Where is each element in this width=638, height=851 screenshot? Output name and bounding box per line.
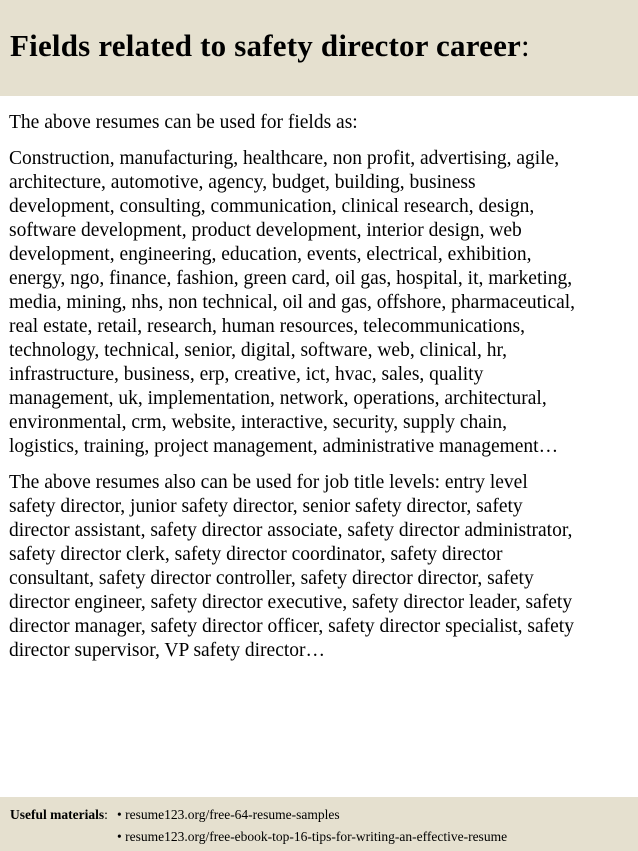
fields-line: development, consulting, communication, clinical research, design, <box>9 196 535 217</box>
job-titles-line: director manager, safety director officer, safety director specialist, safety <box>9 616 574 637</box>
fields-line: technology, technical, senior, digital, software, web, clinical, hr, <box>9 340 508 361</box>
main-content <box>9 111 634 675</box>
page-title-text: Fields related to safety director career <box>10 28 521 63</box>
header-band <box>0 0 638 96</box>
footer-label-spacer <box>10 826 117 848</box>
footer-band <box>0 797 638 851</box>
job-titles-paragraph <box>9 471 634 663</box>
job-titles-line: safety director clerk, safety director coordinator, safety director <box>9 544 503 565</box>
intro-text: The above resumes can be used for fields as: <box>9 112 358 133</box>
fields-line: logistics, training, project management, administrative management… <box>9 436 559 457</box>
page-title-colon: : <box>521 28 530 63</box>
useful-materials-separator: : <box>104 807 108 822</box>
fields-line: energy, ngo, finance, fashion, green card, oil gas, hospital, it, marketing, <box>9 268 573 289</box>
fields-line: real estate, retail, research, human resources, telecommunications, <box>9 316 525 337</box>
fields-line: management, uk, implementation, network, operations, architectural, <box>9 388 547 409</box>
job-titles-line: consultant, safety director controller, safety director director, safety <box>9 568 534 589</box>
fields-line: media, mining, nhs, non technical, oil and gas, offshore, pharmaceutical, <box>9 292 576 313</box>
fields-line: environmental, crm, website, interactive, security, supply chain, <box>9 412 507 433</box>
fields-line: infrastructure, business, erp, creative, ict, hvac, sales, quality <box>9 364 484 385</box>
useful-materials-label-text: Useful materials <box>10 807 105 822</box>
job-titles-line: safety director, junior safety director, senior safety director, safety <box>9 496 523 517</box>
fields-line: Construction, manufacturing, healthcare, non profit, advertising, agile, <box>9 148 560 169</box>
job-titles-line: director engineer, safety director executive, safety director leader, safety <box>9 592 573 613</box>
footer-row-2 <box>10 826 638 848</box>
ebook-tips-link[interactable]: • resume123.org/free-ebook-top-16-tips-for-writing-an-effective-resume <box>117 829 508 844</box>
footer-row-1 <box>10 804 638 826</box>
fields-line: software development, product development, interior design, web <box>9 220 522 241</box>
job-titles-line: director supervisor, VP safety director… <box>9 640 326 661</box>
resume-samples-link[interactable]: • resume123.org/free-64-resume-samples <box>117 807 340 822</box>
job-titles-line: The above resumes also can be used for job title levels: entry level <box>9 472 528 493</box>
page-title <box>10 26 638 66</box>
job-titles-line: director assistant, safety director associate, safety director administrator, <box>9 520 573 541</box>
useful-materials-label <box>10 804 117 826</box>
fields-line: development, engineering, education, events, electrical, exhibition, <box>9 244 532 265</box>
fields-line: architecture, automotive, agency, budget, building, business <box>9 172 476 193</box>
fields-paragraph <box>9 147 634 459</box>
